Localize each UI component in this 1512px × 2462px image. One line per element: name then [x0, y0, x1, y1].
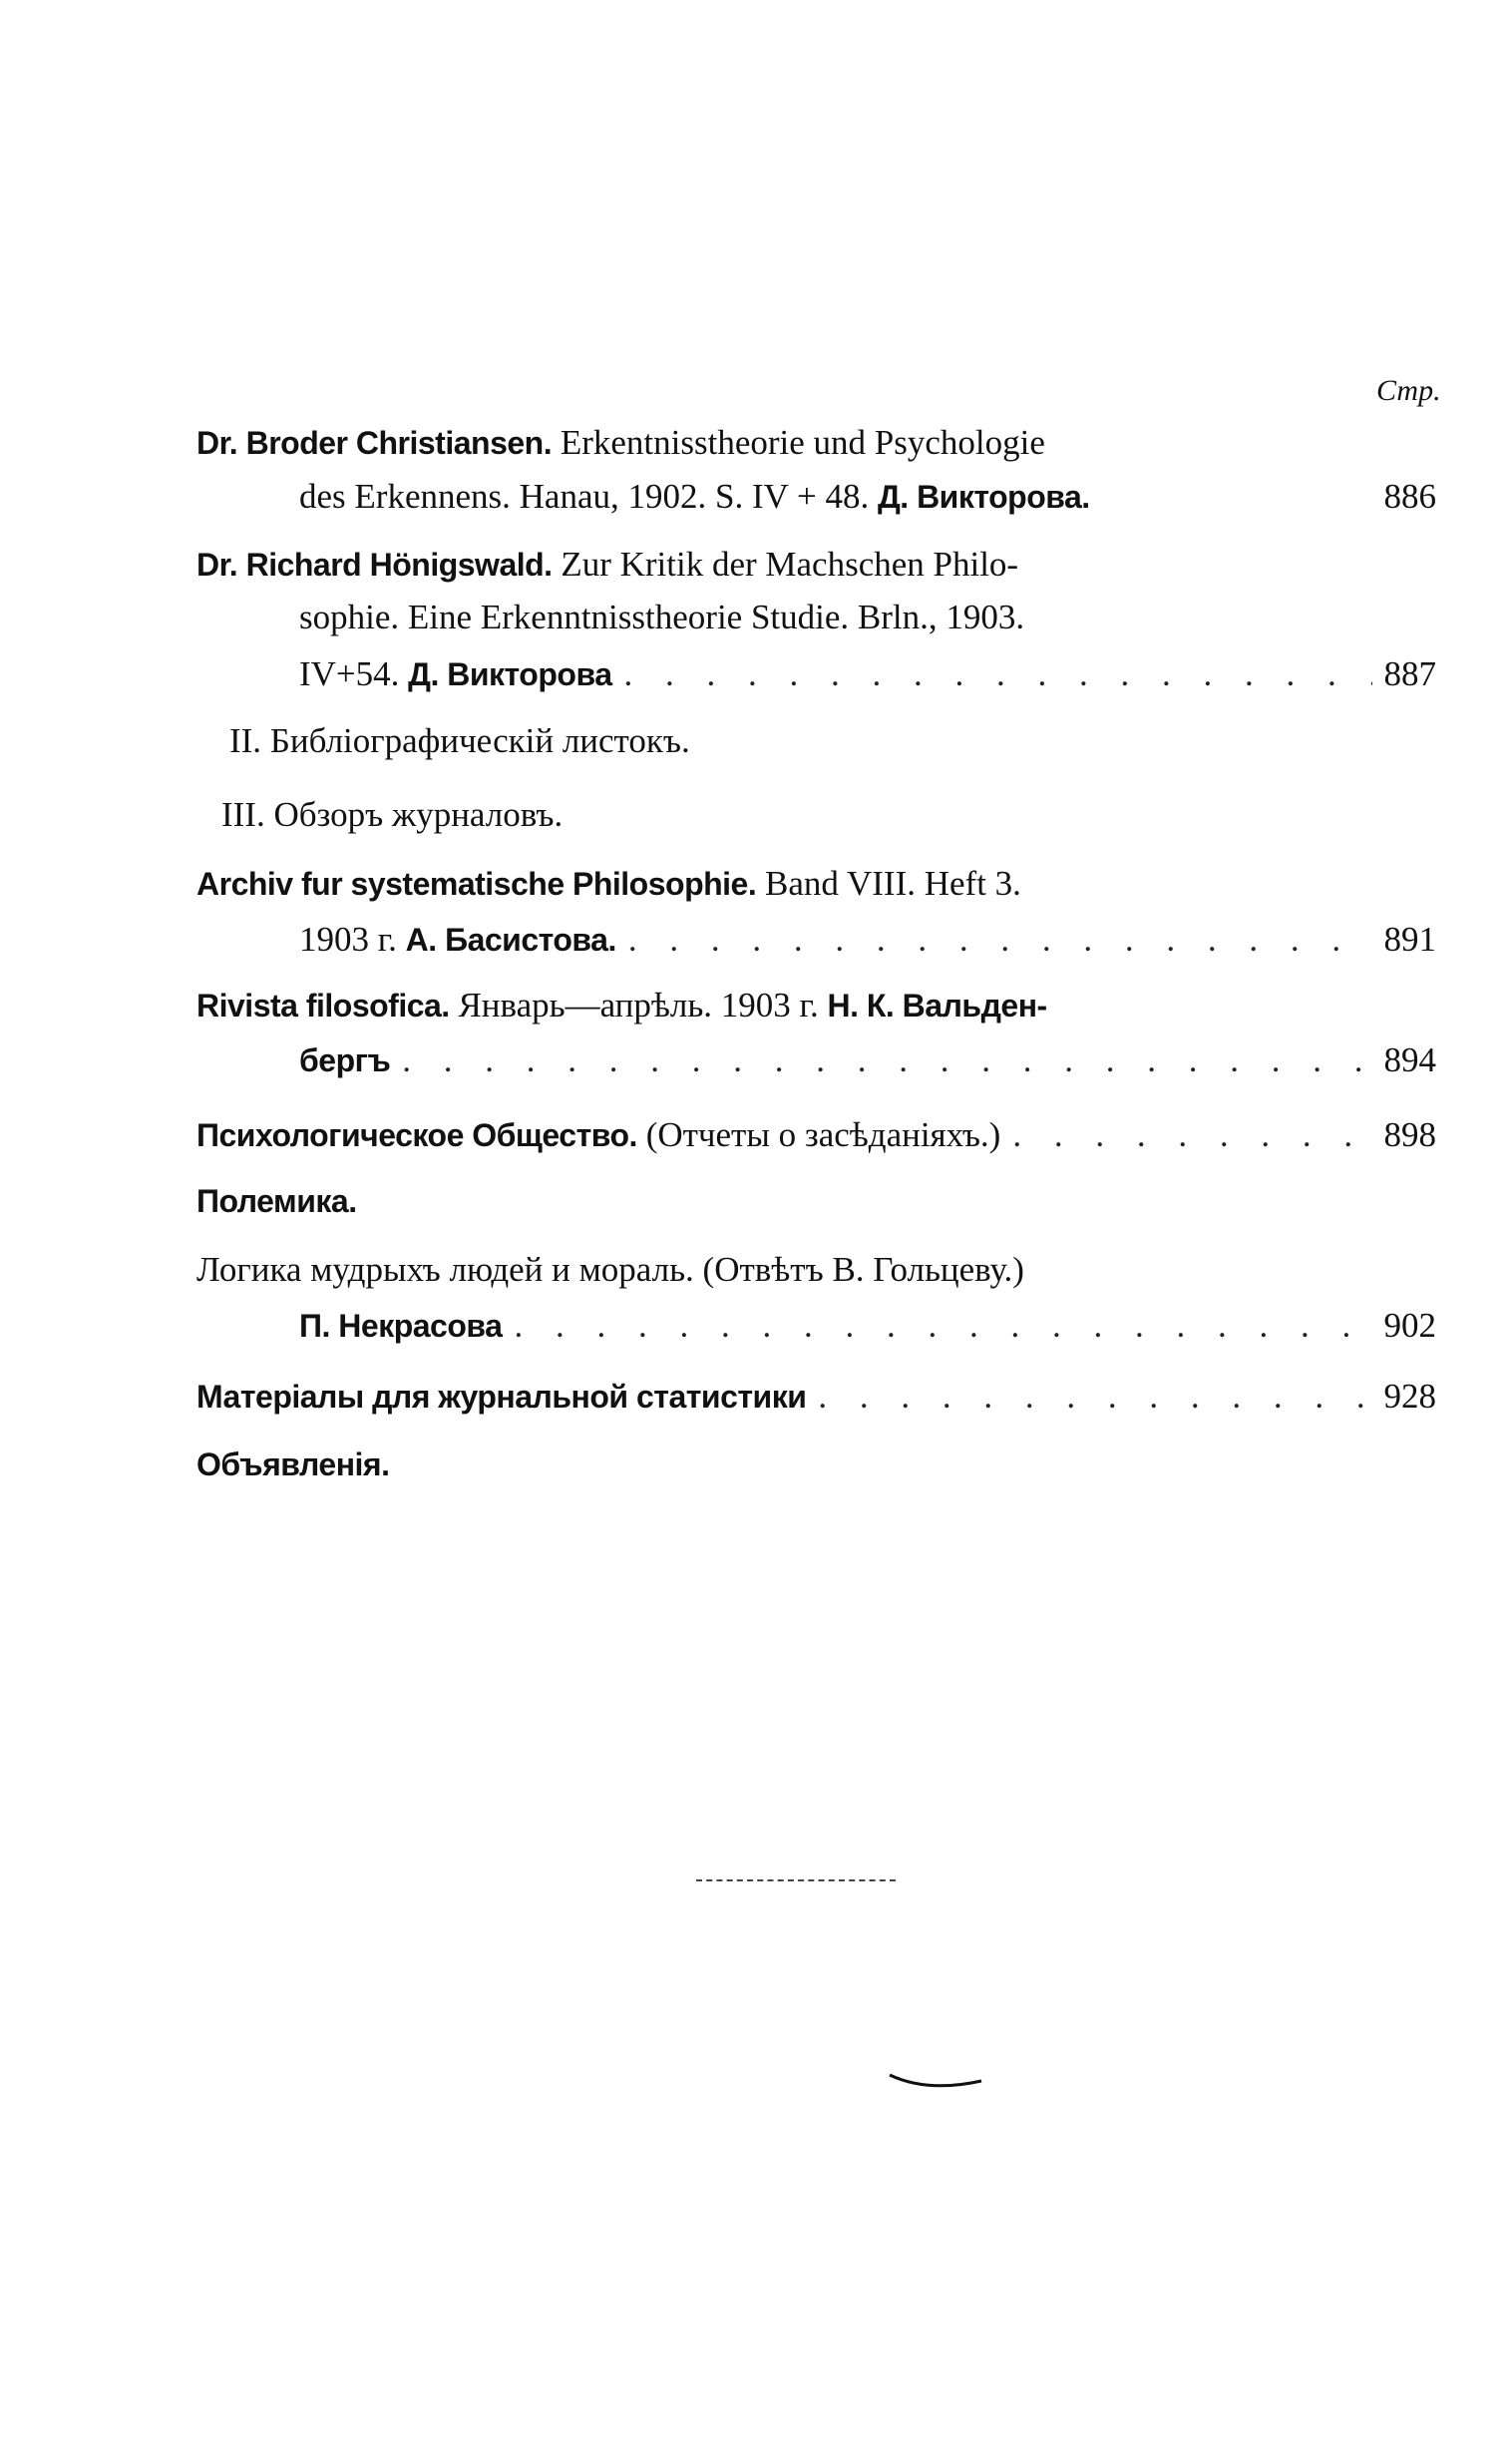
entry-honigswald-line3 — [299, 649, 1436, 699]
page-number: 894 — [1383, 1040, 1436, 1079]
section-ads — [196, 1439, 1436, 1489]
section-iii: III. Обзоръ журналовъ. — [221, 795, 564, 834]
author: П. Некрасова — [299, 1308, 503, 1344]
reviewer-cont: бергъ — [299, 1042, 391, 1078]
leader-dots — [514, 1301, 1371, 1351]
title: Психологическое Общество. — [196, 1117, 637, 1153]
page-number: 928 — [1383, 1377, 1436, 1416]
reviewer: Н. К. Вальден- — [827, 988, 1047, 1024]
reviewer: Д. Викторова. — [877, 479, 1090, 515]
entry-archiv-line1 — [196, 859, 1333, 909]
entry-archiv-line2 — [299, 915, 1436, 965]
section-ii: II. Библіографическій листокъ. — [229, 721, 690, 760]
year: 1903 г. — [299, 920, 397, 959]
journal-title: Archiv fur systematische Philosophie. — [196, 866, 757, 902]
issue: Январь—апрѣль. 1903 г. — [458, 986, 819, 1025]
separator-rule — [696, 1879, 896, 1881]
page-number: 898 — [1383, 1115, 1436, 1154]
title-cont: sophie. Eine Erkenntnisstheorie Studie. Brln., 1903. — [299, 598, 1025, 636]
entry-rivista-line1 — [196, 981, 1333, 1030]
leader-dots — [628, 915, 1372, 965]
entry-logika-line1 — [196, 1245, 1333, 1295]
page-number: 902 — [1383, 1306, 1436, 1345]
section-title: Объявленія. — [196, 1446, 390, 1482]
leader-dots — [623, 649, 1371, 699]
title-cont: IV+54. — [299, 654, 400, 693]
entry-materials — [196, 1372, 1436, 1422]
entry-christiansen-line2 — [299, 472, 1436, 522]
reviewer: А. Басистова. — [405, 922, 616, 958]
note: (Отчеты о засѣданіяхъ.) — [645, 1115, 1001, 1154]
entry-honigswald-line2 — [299, 593, 1336, 642]
entry-honigswald-line1 — [196, 540, 1436, 590]
leader-dots — [1012, 1110, 1371, 1160]
issue: Band VIII. Heft 3. — [764, 864, 1021, 903]
page-number: 887 — [1383, 654, 1436, 693]
section-polemika — [196, 1176, 1436, 1226]
leader-dots — [818, 1372, 1371, 1422]
title: Матеріалы для журнальной статистики — [196, 1379, 807, 1415]
reviewer: Д. Викторова — [408, 656, 612, 692]
page-number: 891 — [1383, 920, 1436, 959]
page-column-header: Стр. — [1376, 374, 1441, 407]
entry-logika-line2 — [299, 1301, 1436, 1351]
journal-title: Rivista filosofica. — [196, 988, 450, 1024]
entry-psych-society — [196, 1110, 1436, 1160]
end-ornament — [888, 2065, 987, 2095]
author: Dr. Richard Hönigswald. — [196, 547, 553, 583]
entry-rivista-line2 — [299, 1035, 1436, 1085]
section-title: Полемика. — [196, 1183, 357, 1219]
page-number: 886 — [1383, 477, 1436, 516]
author: Dr. Broder Christiansen. — [196, 425, 553, 461]
leader-dots — [402, 1035, 1371, 1085]
title: Erkentnisstheorie und Psychologie — [560, 423, 1045, 462]
title: Логика мудрыхъ людей и мораль. (Отвѣтъ В. Гольцеву.) — [196, 1250, 1024, 1289]
title-cont: des Erkennens. Hanau, 1902. S. IV + 48. — [299, 477, 870, 516]
title: Zur Kritik der Machschen Philo- — [561, 545, 1019, 584]
entry-christiansen-line1 — [196, 418, 1436, 468]
